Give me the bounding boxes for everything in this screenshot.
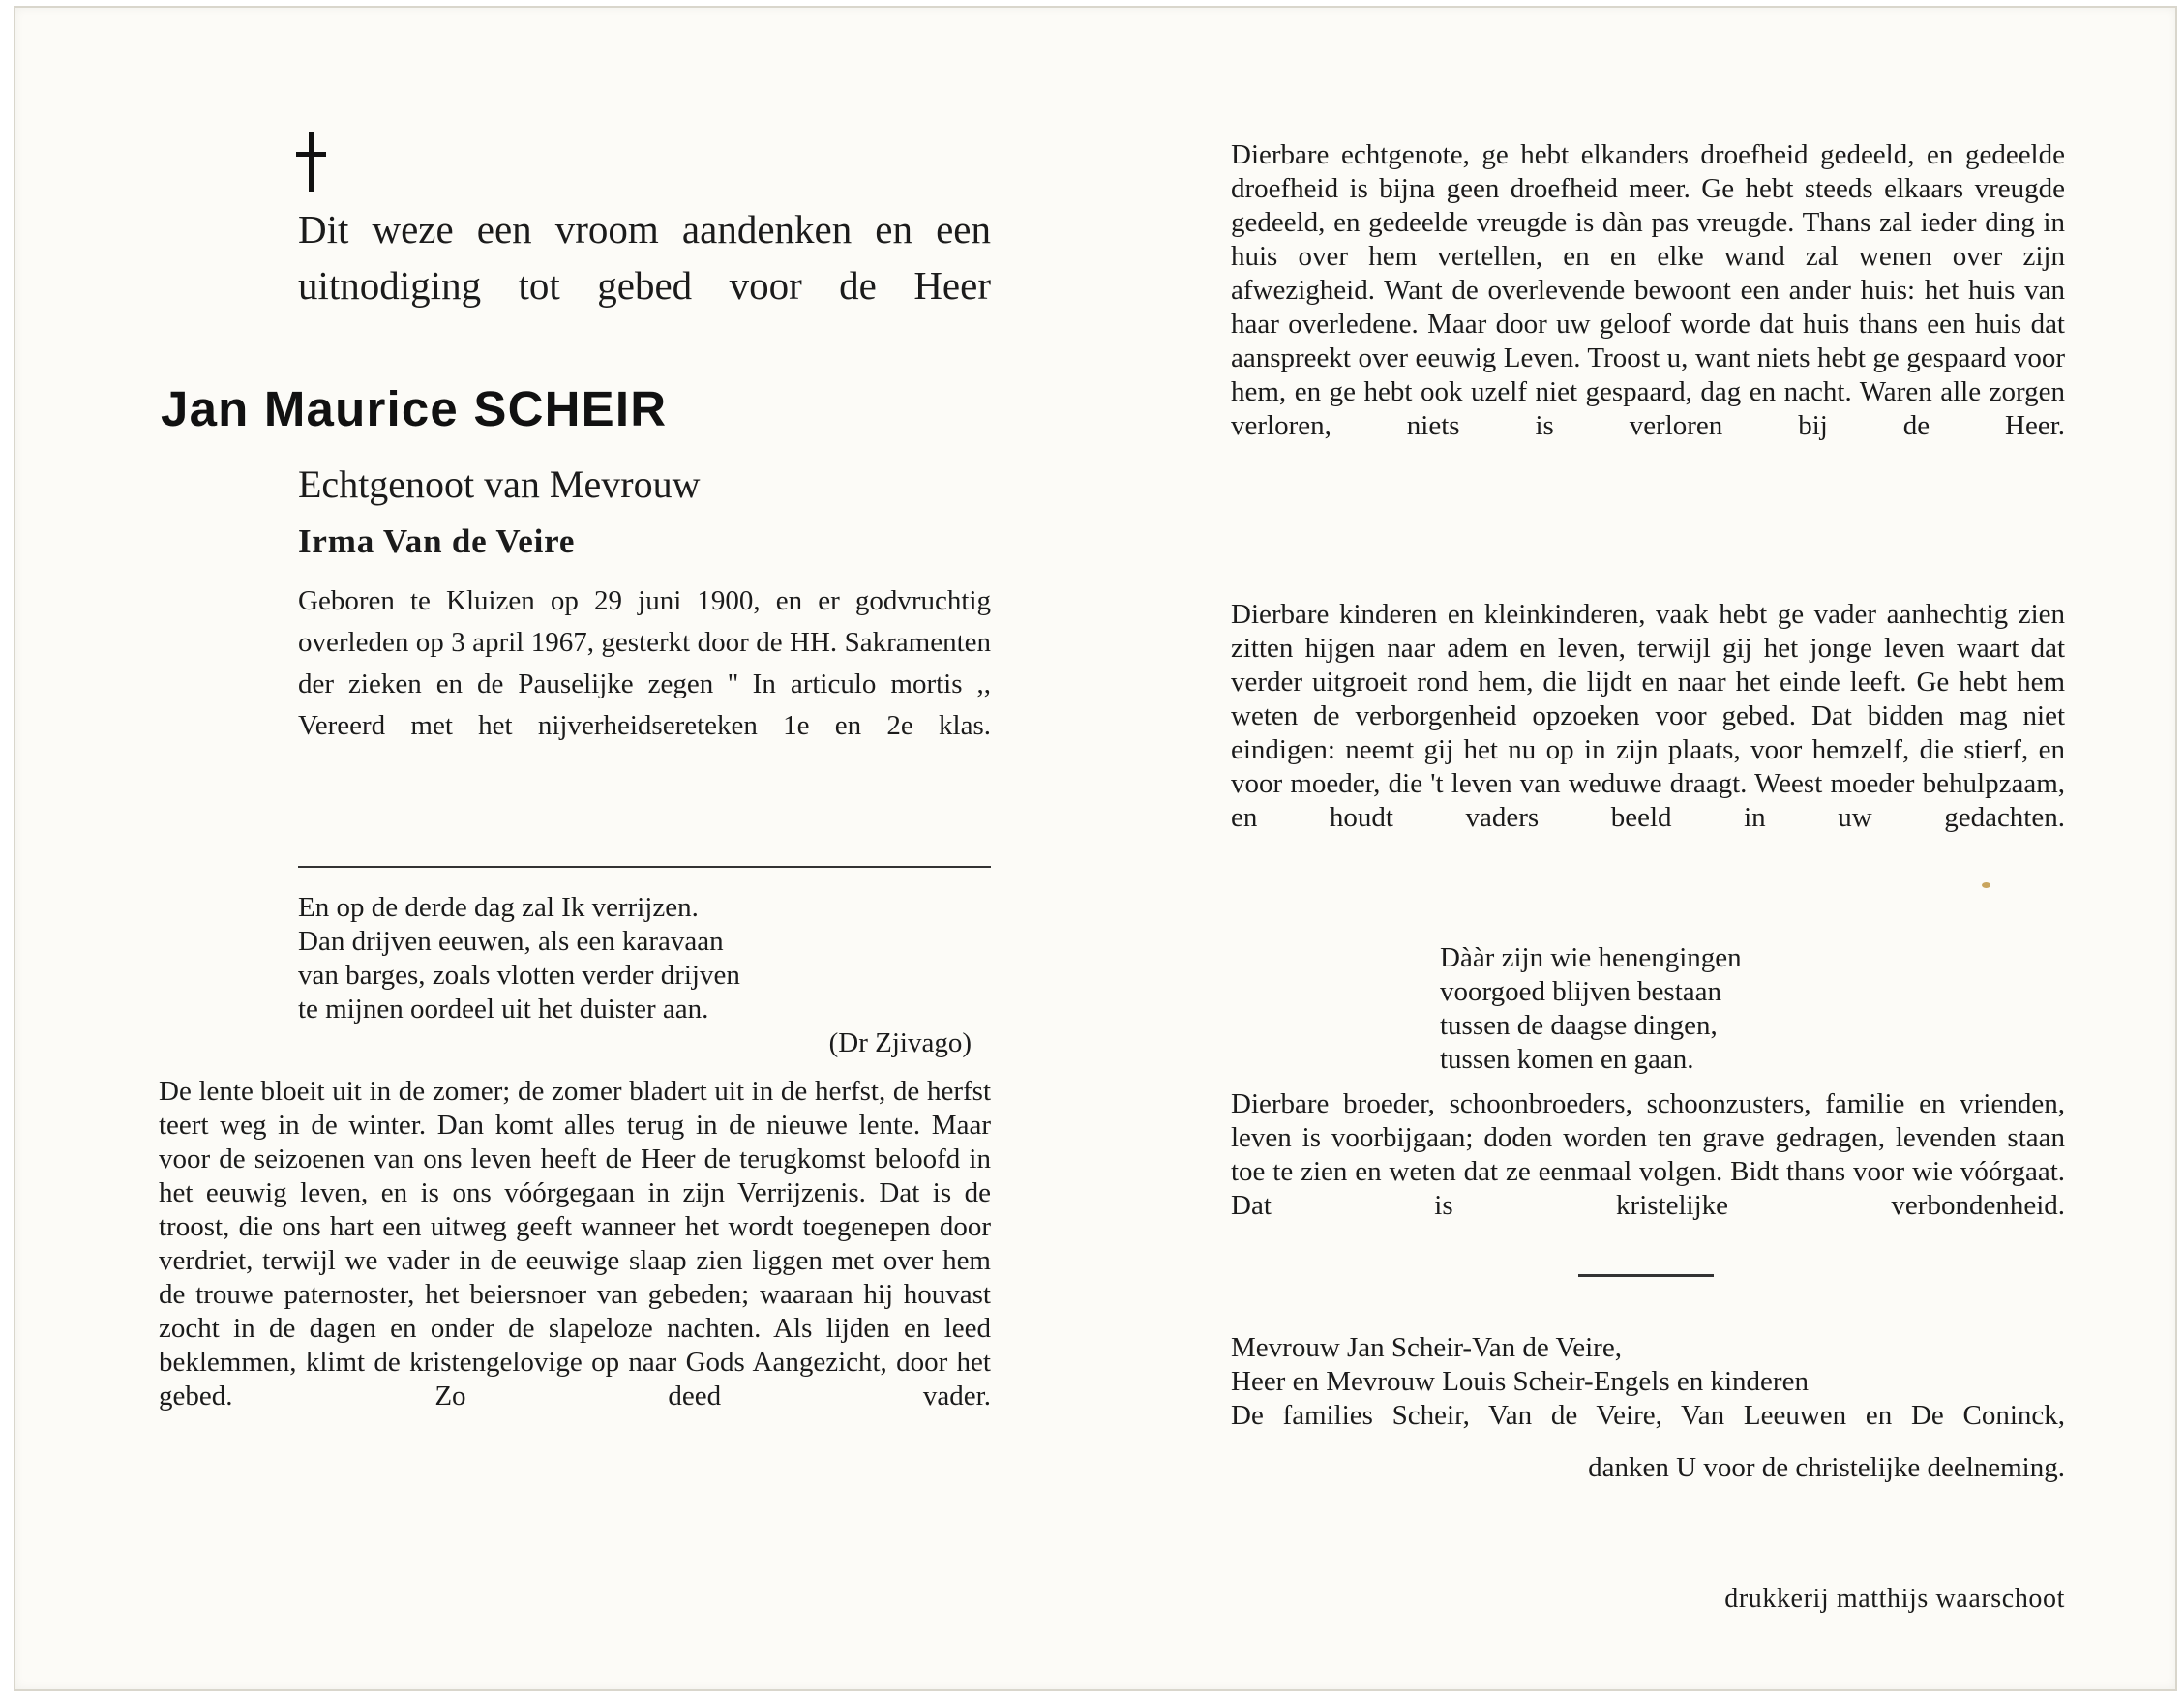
- poem: [298, 891, 991, 1060]
- thanks-line: Mevrouw Jan Scheir-Van de Veire,: [1231, 1332, 1622, 1363]
- poem-line: van barges, zoals vlotten verder drijven: [298, 960, 740, 991]
- left-divider: [298, 866, 991, 868]
- thanks-line: Heer en Mevrouw Louis Scheir-Engels en kinderen: [1231, 1366, 1809, 1397]
- spouse-name: Irma Van de Veire: [298, 522, 576, 560]
- poem-line: te mijnen oordeel uit het duister aan.: [298, 994, 709, 1025]
- thanks-final: danken U voor de christelijke deelneming.: [1588, 1452, 2065, 1483]
- spouse-line: Echtgenoot van Mevrouw: [298, 462, 701, 506]
- right-paragraph-1: Dierbare echtgenote, ge hebt elkanders droefheid gedeeld, en gedeelde droefheid is bijna geen droefheid meer. Ge hebt steeds elkaars vreugde gedeeld, en gedeelde vreugde is dàn pas vreugde. Thans zal ieder ding in huis over hem vertellen, en en elke wand zal wenen over zijn afwezigheid. Want de overlevende bewoont een ander huis: het huis van haar overledene. Maar door uw geloof worde dat huis thans een huis dat aanspreekt over eeuwig Leven. Troost u, want niets hebt ge gespaard voor hem, en ge hebt ook uzelf niet gespaard, dag en nacht. Waren alle zorgen verloren, niets is verloren bij de Heer.: [1231, 139, 2065, 441]
- left-paragraph: De lente bloeit uit in de zomer; de zomer bladert uit in de herfst, de herfst teert weg in de winter. Dan komt alles terug in de nieuwe lente. Maar voor de seizoenen van ons leven heeft de Heer de terugkomst beloofd in het eeuwig leven, en is ons vóórgegaan in zijn Verrijzenis. Dat is de troost, die ons hart een uitweg geeft wanneer het wordt toegenepen door verdriet, terwijl we vader in de eeuwige slaap zien liggen met over hem de trouwe paternoster, het beiersnoer van gebeden; waaraan hij houvast zocht in de dagen en onder de slapeloze nachten. Als lijden en leed beklemmen, klimt de kristengelovige op naar Gods Aangezicht, door het gebed. Zo deed vader.: [159, 1076, 991, 1412]
- poem-line: En op de derde dag zal Ik verrijzen.: [298, 892, 699, 923]
- thanks-block: [1231, 1331, 2065, 1485]
- paper-stain: [1982, 882, 1990, 888]
- memorial-card: [14, 6, 2177, 1691]
- cross-icon: [296, 132, 325, 192]
- right-poem-line: tussen komen en gaan.: [1440, 1044, 1694, 1075]
- thanks-line: De families Scheir, Van de Veire, Van Leeuwen en De Coninck,: [1231, 1400, 2065, 1431]
- biography: Geboren te Kluizen op 29 juni 1900, en er godvruchtig overleden op 3 april 1967, gesterkt door de HH. Sakramenten der zieken en de Pauselijke zegen '' In articulo mortis ,, Vereerd met het nijverheidsereteken 1e en 2e klas.: [298, 585, 991, 741]
- right-poem: [1440, 941, 1924, 1077]
- right-paragraph-2: Dierbare kinderen en kleinkinderen, vaak hebt ge vader aanhechtig zien zitten hijgen naar adem en leven, terwijl gij het jonge leven waart dat verder uitgroeit rond hem, die lijdt en naar het einde leeft. Ge hebt hem weten de verborgenheid opzoeken voor gebed. Dat bidden mag niet eindigen: neemt gij het nu op in zijn plaats, voor hemzelf, die stierf, en voor moeder, die 't leven van weduwe draagt. Weest moeder behulpzaam, en houdt vaders beeld in uw gedachten.: [1231, 599, 2065, 833]
- right-paragraph-3: Dierbare broeder, schoonbroeders, schoonzusters, familie en vrienden, leven is voorbijgaan; doden worden ten grave gedragen, levenden staan toe te zien en weten dat ze eenmaal volgen. Bidt thans voor wie vóórgaat. Dat is kristelijke verbondenheid.: [1231, 1088, 2065, 1221]
- memorial-intro: Dit weze een vroom aandenken en een uitnodiging tot gebed voor de Heer: [298, 207, 991, 308]
- deceased-name: Jan Maurice SCHEIR: [161, 381, 668, 436]
- poem-source: (Dr Zjivago): [828, 1027, 972, 1058]
- right-poem-line: tussen de daagse dingen,: [1440, 1010, 1718, 1041]
- poem-line: Dan drijven eeuwen, als een karavaan: [298, 926, 724, 957]
- right-poem-line: Dààr zijn wie henengingen: [1440, 942, 1742, 973]
- printer-credit: drukkerij matthijs waarschoot: [1724, 1584, 2065, 1614]
- short-divider: [1578, 1274, 1714, 1277]
- right-poem-line: voorgoed blijven bestaan: [1440, 976, 1722, 1007]
